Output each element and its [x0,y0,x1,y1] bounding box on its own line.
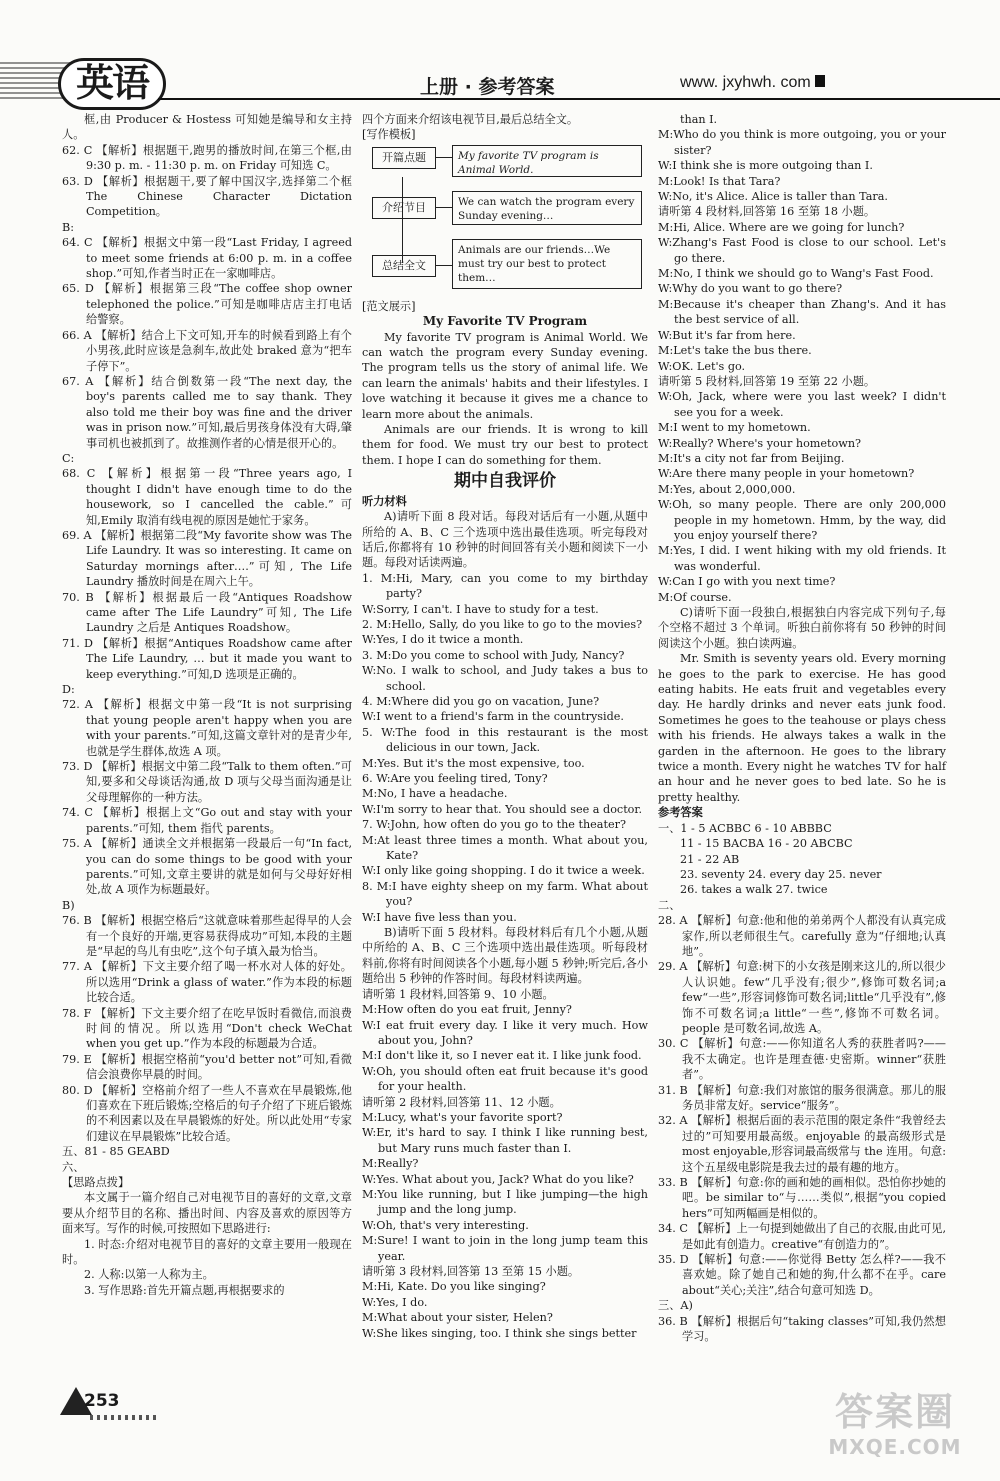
column-left [62,112,352,1298]
text-line: M:Yes, about 2,000,000. [658,482,796,496]
text-line: Mr. Smith is seventy years old. Every morning he goes to the park to exercise. He has good eating habits. He eats fruit and vegetables every day. He hardly drinks and never eats junk food. Sometimes he goes to the teahouse or plays chess with his friends. He always takes a walk in the garden in the afternoon. He goes to the library twice a month. Every night he watches TV for half an hour and he never goes to bed late. So he is pretty healthy. [658,652,946,804]
text-line: M:Who do you think is more outgoing, you or your sister? [658,128,946,157]
text-line: W:Really? Where's your hometown? [658,436,862,450]
text-line: C)请听下面一段独白,根据独白内容完成下列句子,每个空格不超过 3 个单词。听独白前你将有 50 秒钟的时间阅读这个小题。独白读两遍。 [658,606,946,650]
text-line: M:Of course. [658,590,732,604]
text-line: 请听第 1 段材料,回答第 9、10 小题。 [362,987,554,1001]
text-line: 二、 [658,898,681,912]
text-line: W:I eat fruit every day. I like it very much. How about you, John? [362,1018,648,1047]
listening-material [362,494,648,1341]
text-line: W:No, it's Alice. Alice is taller than Tara. [658,190,888,204]
text-line: 请听第 4 段材料,回答第 16 至第 18 小题。 [658,205,876,219]
text-line: M:Sure! I want to join in the long jump team this year. [362,1234,648,1263]
text-line: W:Er, it's hard to say. I think I like running best, but Mary runs much faster than I. [362,1126,648,1155]
text-line: W:I only like going shopping. I do it twice a week. [362,864,645,878]
page-number: 253 [84,1391,120,1411]
text-line: M:You like running, but I like jumping—the high jump and the long jump. [362,1187,648,1217]
text-line: 3. M:Do you come to school with Judy, Nancy? [362,648,625,662]
column-middle [362,112,648,1341]
text-line: W:Zhang's Fast Food is close to our school. Let's go there. [658,236,946,265]
text-line: W:Sorry, I can't. I have to study for a test. [362,602,599,616]
text-line: W:OK. Let's go. [658,359,746,373]
col2-intro: 四个方面来介绍该电视节目,最后总结全文。 [362,113,579,126]
text-line: M:What about your sister, Helen? [362,1311,553,1325]
text-line: M:Let's take the bus there. [658,344,812,358]
text-line: 67. A 【解析】结合倒数第一段“The next day, the boy's parents called me to say thank. They also told me their boy was fine and the driver was in prison now.”可知,最后男孩身体没有大碍,肇事司机也被抓到了。故推测作者的心情是很开心的。 [62,374,352,450]
text-line: 23. seventy 24. every day 25. never [680,867,882,881]
text-line: W:I think she is more outgoing than I. [658,159,873,173]
text-line: W:Oh, you should often eat fruit because it's good for your health. [362,1064,648,1094]
text-line: W:I went to a friend's farm in the countryside. [362,710,624,724]
text-line: W:Why do you want to go there? [658,282,843,296]
watermark-top: 答案圈 [834,1390,955,1434]
text-line: B)请听下面 5 段材料。每段材料后有几个小题,从题中所给的 A、B、C 三个选项中选出最佳选项。听每段材料前,你将有时间阅读各个小题,每小题 5 秒钟;听完后,各小题给出 5 秒钟的作答时间。每段材料读两遍。 [362,926,648,986]
text-line: 68. C 【解析】根据第一段“Three years ago, I thought I didn't have enough time to do the housework, so I cancelled the cable.”可知,Emily 取消有线电视的原因是她忙于家务。 [62,467,352,527]
text-line: 71. D 【解析】根据“Antiques Roadshow came after The Life Laundry, … but it made you want to keep everything.”可知,D 选项是正确的。 [62,636,352,681]
text-line: 听力材料 [362,493,407,508]
watermark-bottom: MXQE.COM [828,1435,962,1459]
text-line: 29. A 【解析】句意:树下的小女孩是刚来这儿的,所以很少人认识她。few“几乎没有;很少”,修饰可数名词;a few“一些”,形容词修饰可数名词;little“几乎没有”,修饰不可数名词;a little“一些”,修饰不可数名词。people 是可数名词,故选 A。 [658,960,946,1035]
text-line: 11 - 15 BACBA 16 - 20 ABCBC [680,837,853,851]
text-line: 65. D 【解析】根据第三段“The coffee shop owner telephoned the police.”可知是咖啡店店主打电话给警察。 [62,282,352,327]
text-line: 80. D 【解析】空格前介绍了一些人不喜欢在早晨锻炼,他们喜欢在下班后锻炼;空格后的句子介绍了下班后锻炼的不利因素以及在早晨锻炼的好处。所以此处用“专家们建议在早晨锻炼”比较合适。 [62,1083,352,1143]
text-line: B: [62,220,74,234]
subject-logo: 英语 [58,58,166,110]
column-right [658,112,946,1345]
text-line: M:Look! Is that Tara? [658,174,781,188]
text-line: 76. B 【解析】根据空格后“这就意味着那些起得早的人会有一个良好的开端,更容易获得成功”可知,本段的主题是“早起的鸟儿有虫吃”,这个句子填入最为恰当。 [62,914,352,958]
text-line: 78. F 【解析】下文主要介绍了在吃早饭时看微信,而浪费时间的情况。所以选用“Don't check WeChat when you get up.”作为本段的标题最为合适。 [62,1006,352,1051]
text-line: 34. C 【解析】上一句提到她做出了自己的衣服,由此可见,是如此有创造力。creative“有创造力的”。 [658,1222,946,1251]
text-line: 2. 人称:以第一人称为主。 [84,1268,214,1282]
text-line: 六、 [62,1160,85,1174]
text-line: 26. takes a walk 27. twice [680,883,828,897]
text-line: W:No. I walk to school, and Judy takes a bus to school. [362,664,648,693]
text-line: 30. C 【解析】句意:——你知道名人秀的获胜者吗?——我不太确定。也许是理查德·史密斯。winner“获胜者”。 [658,1037,946,1082]
text-line: 【思路点拨】 [62,1176,130,1190]
text-line: 8. M:I have eighty sheep on my farm. What about you? [362,879,648,909]
text-line: M:Hi, Kate. Do you like singing? [362,1280,546,1294]
text-line: 64. C 【解析】根据文中第一段“Last Friday, I agreed to meet some friends at 6:00 p. m. in a coffee shop.”可知,作者当时正在一家咖啡店。 [62,236,352,281]
text-line: 33. B 【解析】句意:你的画和她的画相似。恐怕你抄她的吧。be similar to“与……类似”,根据“you copied hers”可知两幅画是相似的。 [658,1176,946,1220]
text-line: M:I don't like it, so I never eat it. I like junk food. [362,1049,642,1063]
template-box: We can watch the program every Sunday evening… [452,191,642,225]
text-line: 69. A 【解析】根据第二段“My favorite show was The Life Laundry. It was so interesting. It came on Saturday mornings after….”可知, The Life Laundry 播放时间是在周六上午。 [62,528,352,589]
text-line: W:Oh, Jack, where were you last week? I didn't see you for a week. [658,390,946,419]
template-label: 开篇点题 [372,147,436,169]
text-line: 28. A 【解析】句意:他和他的弟弟两个人都没有认真完成家作,所以老师很生气。carefully 意为“仔细地;认真地”。 [658,914,946,958]
template-box: My favorite TV program is Animal World. [452,145,642,177]
text-line: 63. D 【解析】根据题干,要了解中国汉字,选择第二个框 The Chinese Character Dictation Competition。 [62,174,352,219]
text-line: W:Yes. What about you, Jack? What do you like? [362,1172,634,1186]
watermark [800,1390,990,1470]
text-line: 32. A 【解析】根据后面的表示范围的限定条件“我曾经去过的”可知要用最高级。enjoyable 的最高级形式是 most enjoyable,形容词最高级常与 the 连用。句意:这个五星级电影院是我去过的最有趣的地方。 [658,1114,946,1174]
text-line: M:Lucy, what's your favorite sport? [362,1110,563,1124]
text-line: A)请听下面 8 段对话。每段对话后有一小题,从题中所给的 A、B、C 三个选项中选出最佳选项。听完每段对话后,你都将有 10 秒钟的时间回答有关小题和阅读下一小题。每段对话读两遍。 [362,510,648,570]
text-line: W:Yes, I do it twice a month. [362,633,524,647]
text-line: 21 - 22 AB [680,852,740,866]
template-box: Animals are our friends…We must try our best to protect them… [452,239,642,289]
text-line: 79. E 【解析】根据空格前“you'd better not”可知,看微信会浪费你早晨的时间。 [62,1052,352,1082]
template-connector [435,207,452,208]
text-line: 请听第 5 段材料,回答第 19 至第 22 小题。 [658,374,876,388]
template-connector [435,265,452,266]
text-line: 1. M:Hi, Mary, can you come to my birthday party? [362,571,648,601]
text-line: M:I went to my hometown. [658,421,811,435]
text-line: W:Can I go with you next time? [658,575,836,589]
text-line: 本文属于一篇介绍自己对电视节目的喜好的文章,文章要从介绍节目的名称、播出时间、内容及喜欢的原因等方面来写。写作的时候,可按照如下思路进行: [62,1191,352,1236]
text-line: 74. C 【解析】根据上文“Go out and stay with your parents.”可知, them 指代 parents。 [62,806,352,835]
text-line: B) [62,898,75,912]
text-line: 五、81 - 85 GEABD [62,1145,170,1159]
text-line: 请听第 2 段材料,回答第 11、12 小题。 [362,1095,561,1109]
page-header [0,58,1000,108]
text-line: 35. D 【解析】句意:——你觉得 Betty 怎么样?——我不喜欢她。除了她自己和她的狗,什么都不在乎。care about“关心;关注”,结合句意可知选 D。 [658,1253,946,1297]
text-line: 31. B 【解析】句意:我们对旅馆的服务很满意。那儿的服务员非常友好。service“服务”。 [658,1083,946,1112]
text-line: M:Because it's cheaper than Zhang's. And it has the best service of all. [658,297,946,327]
essay-paragraph: Animals are our friends. It is wrong to kill them for food. We must try our best to protect them. I hope I can do something for them. [362,423,648,467]
text-line: C: [62,451,75,465]
text-line: 请听第 3 段材料,回答第 13 至第 15 小题。 [362,1265,580,1278]
text-line: 三、A) [658,1299,693,1313]
text-line: W:Oh, that's very interesting. [362,1218,529,1232]
text-line: W:Yes, I do. [362,1295,428,1309]
text-line: M:How often do you eat fruit, Jenny? [362,1003,572,1017]
header-title: 上册 · 参考答案 [420,76,555,98]
text-line: W:I'm sorry to hear that. You should see a doctor. [362,802,643,816]
template-connector [435,157,452,158]
header-url-text: www. jxyhwh. com [680,74,811,91]
text-line: 66. A 【解析】结合上下文可知,开车的时候看到路上有个小男孩,此时应该是急刹车,故此处 braked 意为“把车子停下”。 [62,328,352,373]
midterm-title: 期中自我评价 [454,471,556,492]
text-line: 参考答案 [658,805,703,820]
text-line: M:Yes. But it's the most expensive, too. [362,756,585,770]
text-line: W:She likes singing, too. I think she sings better [362,1326,637,1340]
footer-dots [90,1415,160,1420]
text-line: 62. C 【解析】根据题干,跑男的播放时间,在第三个框,由 9:30 p. m. - 11:30 p. m. on Friday 可知选 C。 [62,143,352,173]
text-line: 一、1 - 5 ACBBC 6 - 10 ABBBC [658,821,832,835]
text-line: than I. [680,113,718,126]
text-line: 3. 写作思路:首先开篇点题,再根据要求的 [84,1283,285,1297]
text-line: W:But it's far from here. [658,328,796,342]
text-line: M:Really? [362,1157,419,1171]
text-line: 36. B 【解析】根据后句“taking classes”可知,我仍然想学习。 [658,1314,946,1344]
text-line: 1. 时态:介绍对电视节目的喜好的文章主要用一般现在时。 [62,1237,352,1267]
text-line: 框,由 Producer & Hostess 可知她是编导和女主持人。 [62,113,352,142]
text-line: W:I have five less than you. [362,910,517,924]
text-line: M:At least three times a month. What about you, Kate? [362,833,648,863]
text-line: 7. W:John, how often do you go to the theater? [362,818,626,832]
text-line: W:Oh, so many people. There are only 200,000 people in my hometown. Hmm, by the way, did you enjoy yourself there? [658,498,946,542]
page-number-badge [60,1385,160,1425]
template-title: [写作模板] [362,128,416,142]
template-label: 介绍节目 [372,197,436,219]
text-line: M:No, I think we should go to Wang's Fast Food. [658,267,934,281]
header-rule [158,98,1000,100]
text-line: D: [62,683,75,697]
template-connector [402,177,403,263]
text-line: 72. A 【解析】根据文中第一段“It is not surprising that young people aren't happy when you are with your parents.”可知,这篇文章针对的是青少年,也就是学生群体,故选 A 项。 [62,698,352,758]
sample-label: [范文展示] [362,299,416,313]
text-line: 70. B 【解析】根据最后一段“Antiques Roadshow came after The Life Laundry”可知, The Life Laundry 之后是 Antiques Roadshow。 [62,590,352,635]
header-square-icon [815,75,825,87]
text-line: 75. A 【解析】通读全文并根据第一段最后一句“In fact, you can do some things to be good with your parents.”可知,文章主要讲的就是如何与父母好好相处,故 A 项作为标题最好。 [62,837,352,897]
text-line: 77. A 【解析】下文主要介绍了喝一杯水对人体的好处。所以选用“Drink a glass of water.”作为本段的标题比较合适。 [62,960,352,1005]
essay-title: My Favorite TV Program [422,314,588,329]
text-line: 4. M:Where did you go on vacation, June? [362,694,600,708]
text-line: M:It's a city not far from Beijing. [658,451,845,465]
writing-template [362,145,648,295]
header-url [680,74,825,92]
text-line: 2. M:Hello, Sally, do you like to go to the movies? [362,617,643,631]
text-line: M:Yes, I did. I went hiking with my old friends. It was wonderful. [658,544,946,573]
text-line: M:No, I have a headache. [362,787,508,801]
text-line: 73. D 【解析】根据文中第二段“Talk to them often.”可知,要多和父母谈话沟通,故 D 项与父母当面沟通是让父母理解你的一种方法。 [62,760,352,804]
template-label: 总结全文 [372,255,436,277]
text-line: W:Are there many people in your hometown? [658,467,915,481]
essay-paragraph: My favorite TV program is Animal World. We can watch the program every Sunday evening. The program tells us the story of animal life. We can learn the animals' habits and their lifestyles. I love watching it because it gives me a chance to learn more about the animals. [362,330,648,421]
text-line: 5. W:The food in this restaurant is the most delicious in our town, Jack. [362,725,648,755]
text-line: 6. W:Are you feeling tired, Tony? [362,772,548,785]
text-line: M:Hi, Alice. Where are we going for lunch? [658,220,905,234]
